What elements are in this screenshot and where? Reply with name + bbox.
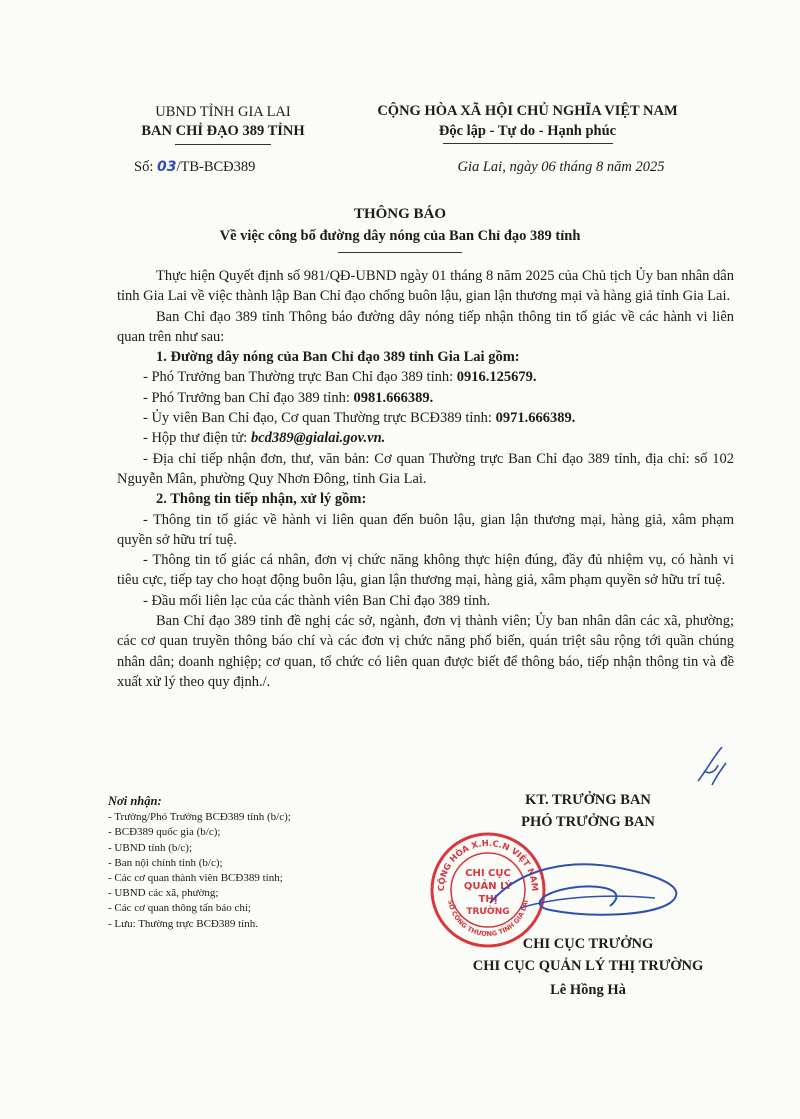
hotline-2-phone: 0981.666389.: [353, 389, 434, 406]
stamp-center-line-1: CHI CỤC: [465, 868, 511, 879]
motto-underline: [443, 143, 613, 144]
section-1-heading: 1. Đường dây nóng của Ban Chỉ đạo 389 tỉnh Gia Lai gồm:: [156, 349, 520, 366]
signer-position: PHÓ TRƯỞNG BAN: [521, 814, 655, 830]
info-item-3: - Đầu mối liên lạc của các thành viên Ban Chỉ đạo 389 tỉnh.: [143, 592, 491, 609]
recipient-item: - Ban nội chính tỉnh (b/c);: [108, 856, 223, 869]
recipient-item: - BCĐ389 quốc gia (b/c);: [108, 826, 221, 839]
nation-name: CỘNG HÒA XÃ HỘI CHỦ NGHĨA VIỆT NAM: [377, 103, 678, 119]
hotline-item-5: - Địa chỉ tiếp nhận đơn, thư, văn bản: Cơ quan Thường trực Ban Chỉ đạo 389 tỉnh, địa chỉ: số 102 Nguyễn Mân, phường Quy Nhơn Đông, tỉnh Gia Lai.: [117, 450, 734, 487]
signer-department: CHI CỤC QUẢN LÝ THỊ TRƯỜNG: [472, 958, 704, 974]
stamp-ring-text: CỘNG HÒA X.H.C.N VIỆT NAM: [436, 838, 540, 892]
hotline-2-label: - Phó Trưởng ban Chỉ đạo 389 tỉnh:: [143, 389, 354, 406]
email-label: - Hộp thư điện tử:: [143, 430, 251, 447]
hotline-1-label: - Phó Trưởng ban Thường trực Ban Chỉ đạo 389 tỉnh:: [143, 369, 457, 386]
national-motto: [355, 101, 700, 144]
motto: Độc lập - Tự do - Hạnh phúc: [438, 123, 617, 139]
document-body: [117, 266, 734, 692]
hotline-item-3: [117, 408, 734, 428]
stamp-center-line-2: QUẢN LÝ: [463, 881, 513, 892]
document-title: THÔNG BÁO: [353, 206, 447, 222]
handwritten-initial-icon: [692, 741, 732, 791]
hotline-3-label: - Ủy viên Ban Chỉ đạo, Cơ quan Thường trực BCĐ389 tỉnh:: [143, 410, 496, 427]
recipient-item: - UBND các xã, phường;: [108, 887, 219, 900]
hotline-3-phone: 0971.666389.: [495, 410, 576, 427]
closing-paragraph: Ban Chỉ đạo 389 tỉnh đề nghị các sở, ngành, đơn vị thành viên; Ủy ban nhân dân các xã, phường; các cơ quan truyền thông báo chí và các đơn vị chức năng phổ biến, quán triệt sâu rộng tới quần chúng nhân dân; doanh nghiệp; cơ quan, tổ chức có liên quan được biết để thông báo, tiếp nhận thông tin và đề xuất xử lý theo quy định./.: [117, 613, 734, 690]
info-item-2: - Thông tin tố giác cá nhân, đơn vị chức năng không thực hiện đúng, đầy đủ nhiệm vụ, có hành vi tiêu cực, tiếp tay cho hoạt động buôn lậu, gian lận thương mại, hàng giả, xâm phạm quyền sở hữu trí tuệ.: [117, 552, 734, 589]
signer-title: CHI CỤC TRƯỞNG: [522, 936, 654, 952]
hotline-item-2: [117, 388, 734, 408]
number-prefix: Số:: [134, 159, 154, 175]
stamp-center-line-4: TRƯỜNG: [466, 907, 510, 917]
hotline-1-phone: 0916.125679.: [456, 369, 537, 386]
signer-authority: KT. TRƯỞNG BAN: [525, 792, 651, 808]
agency-line-1: UBND TỈNH GIA LAI: [155, 104, 291, 120]
recipients-list: [108, 794, 388, 932]
number-handwritten: 03: [156, 159, 177, 175]
recipient-item: - UBND tỉnh (b/c);: [108, 841, 193, 854]
agency-underline: [175, 144, 271, 145]
issuing-agency: [108, 103, 338, 145]
recipient-item: - Các cơ quan thông tấn báo chí;: [108, 902, 251, 915]
recipient-item: - Lưu: Thường trực BCĐ389 tỉnh.: [108, 917, 258, 930]
paragraph-1: Thực hiện Quyết định số 981/QĐ-UBND ngày 01 tháng 8 năm 2025 của Chủ tịch Ủy ban nhân dân tỉnh Gia Lai về việc thành lập Ban Chỉ đạo chống buôn lậu, gian lận thương mại và hàng giả tỉnh Gia Lai.: [117, 268, 734, 305]
paragraph-2: Ban Chỉ đạo 389 tỉnh Thông báo đường dây nóng tiếp nhận thông tin tố giác về các hành vi liên quan trên như sau:: [117, 308, 734, 345]
signer-name: Lê Hồng Hà: [550, 982, 626, 998]
email-address: bcd389@gialai.gov.vn.: [250, 430, 386, 447]
recipient-item: - Trưởng/Phó Trưởng BCĐ389 tỉnh (b/c);: [108, 811, 291, 824]
document-number: [134, 159, 255, 176]
document-date: Gia Lai, ngày 06 tháng 8 năm 2025: [457, 159, 665, 175]
section-2-heading: 2. Thông tin tiếp nhận, xử lý gồm:: [156, 491, 367, 508]
hotline-item-4: [117, 428, 734, 448]
title-underline: [338, 252, 462, 253]
agency-line-2: BAN CHỈ ĐẠO 389 TỈNH: [141, 123, 305, 139]
info-item-1: - Thông tin tố giác về hành vi liên quan đến buôn lậu, gian lận thương mại, hàng giả, xâm phạm quyền sở hữu trí tuệ.: [117, 511, 734, 548]
number-suffix: /TB-BCĐ389: [176, 159, 256, 175]
stamp-bottom-text: SỞ CÔNG THƯƠNG TỈNH GIA LAI: [446, 899, 530, 939]
recipients-heading: Nơi nhận:: [108, 794, 162, 808]
handwritten-signature-icon: [480, 848, 700, 928]
recipient-item: - Các cơ quan thành viên BCĐ389 tỉnh;: [108, 872, 283, 885]
hotline-item-1: [117, 367, 734, 387]
document-subtitle: Về việc công bố đường dây nóng của Ban Chỉ đạo 389 tỉnh: [219, 228, 581, 244]
stamp-center-line-3: THỊ: [478, 894, 498, 905]
